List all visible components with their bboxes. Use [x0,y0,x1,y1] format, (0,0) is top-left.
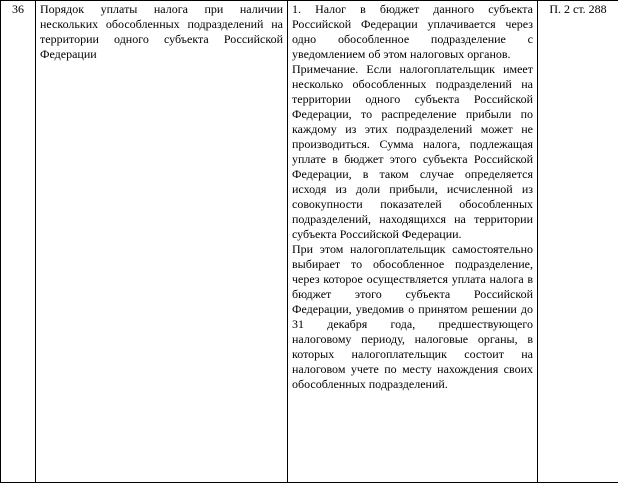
item-name: Порядок уплаты налога при наличии нескольких обособленных подразделений на территории одного субъекта Российской Федерации [40,2,283,61]
table-row [1,1,618,483]
article-reference: П. 2 ст. 288 [549,2,607,16]
reference-cell [538,1,618,483]
row-number-cell [1,1,36,483]
description-cell [288,1,538,483]
description-paragraph-3: При этом налогоплательщик самостоятельно выбирает то обособленное подразделение, через которое осуществляется уплата налога в бюджет этого субъекта Российской Федерации, уведомив о принятом решении до 31 декабря года, предшествующего налоговому периоду, налоговые органы, в которых налогоплательщик состоит на налоговом учете по месту нахождения своих обособленных подразделений. [292,242,533,391]
description-note: Примечание. Если налогоплательщик имеет несколько обособленных подразделений на территории одного субъекта Российской Федерации, то распределение прибыли по каждому из этих подразделений может не производиться. Сумма налога, подлежащая уплате в бюджет этого субъекта Российской Федерации, в таком случае определяется исходя из доли прибыли, исчисленной из совокупности показателей обособленных подразделений, находящихся на территории субъекта Российской Федерации. [292,62,533,241]
description-paragraph-1: 1. Налог в бюджет данного субъекта Российской Федерации уплачивается через одно обособленное подразделение с уведомлением об этом налоговых органов. [292,2,533,61]
row-number: 36 [12,2,24,16]
item-name-cell [36,1,288,483]
